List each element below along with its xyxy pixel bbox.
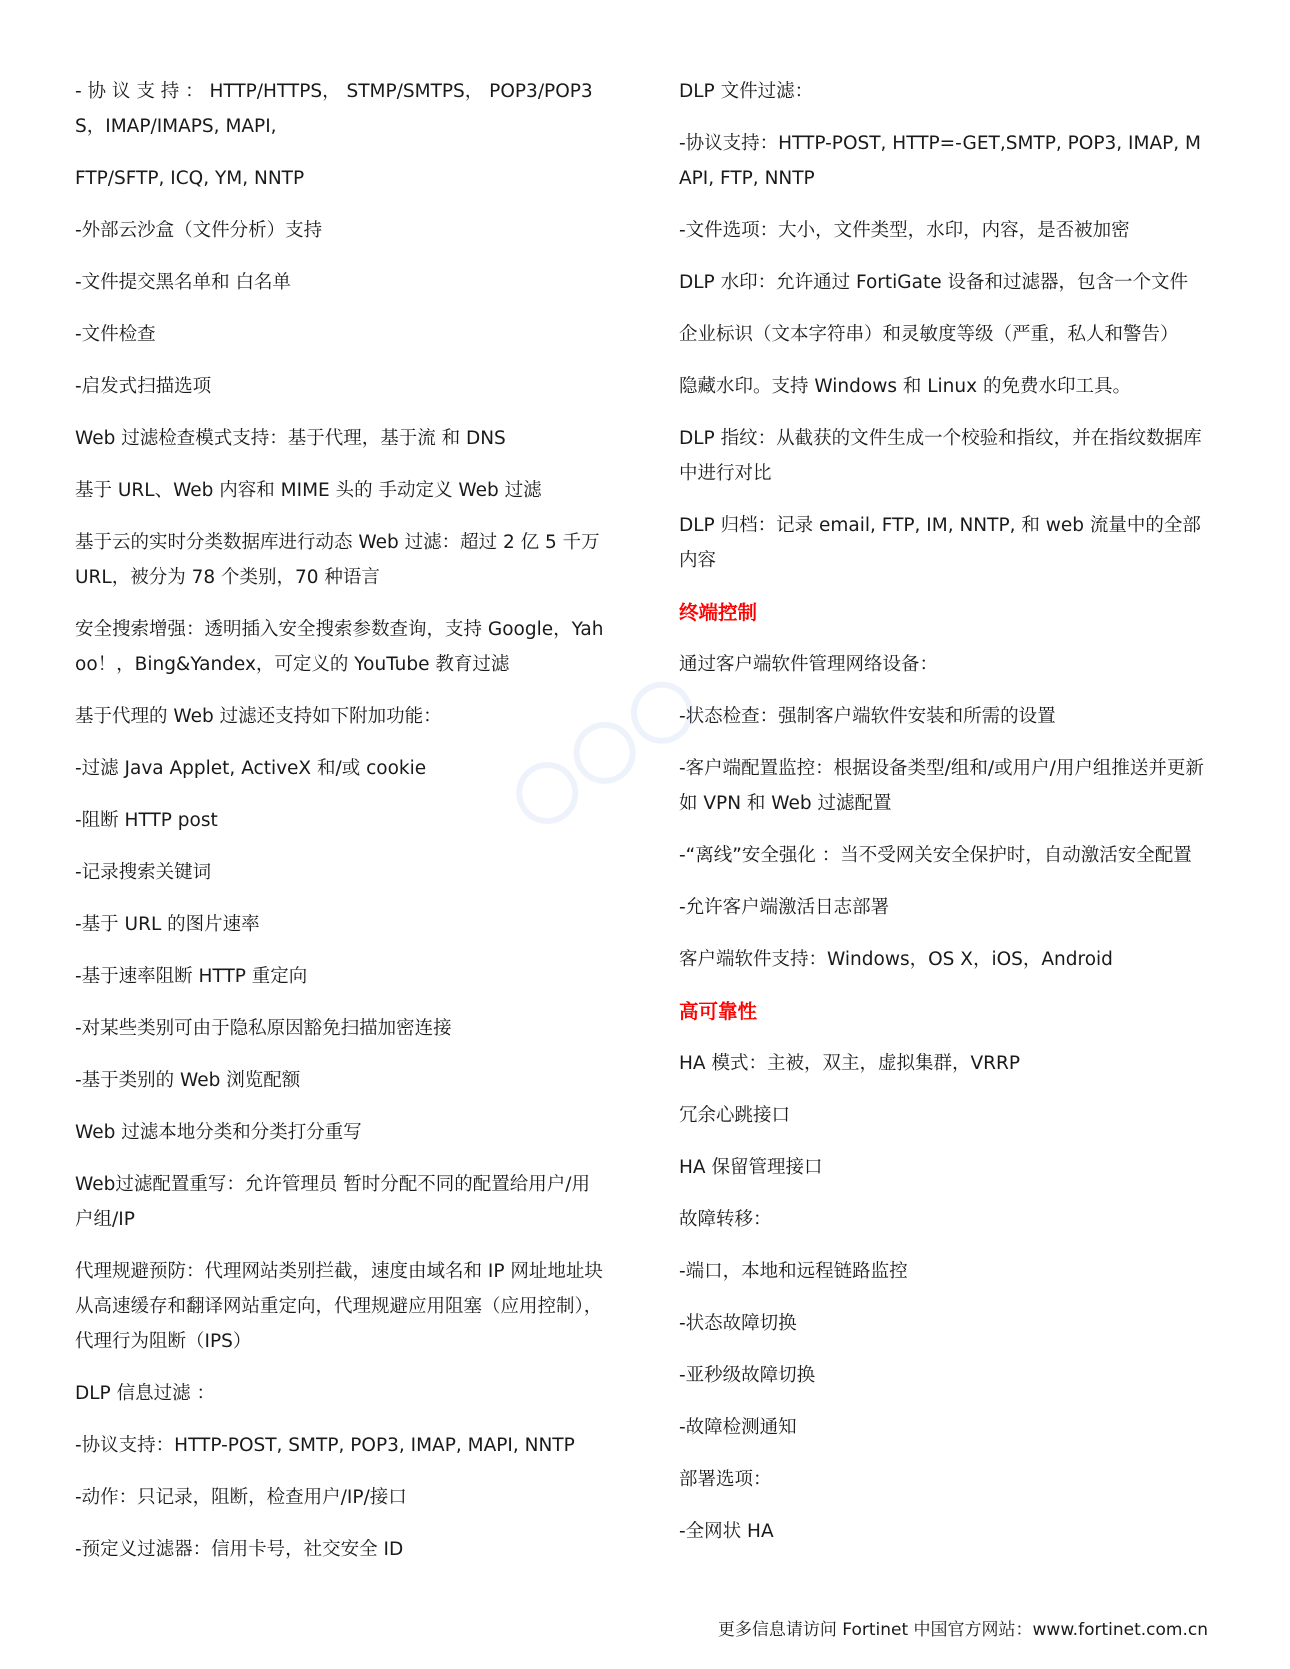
section-heading: 终端控制 [679,601,758,624]
paragraph: DLP 水印：允许通过 FortiGate 设备和过滤器，包含一个文件 [679,272,1188,293]
paragraph: -故障检测通知 [679,1417,797,1438]
paragraph: -亚秒级故障切换 [679,1365,816,1386]
paragraph: -预定义过滤器：信用卡号，社交安全 ID [75,1539,404,1560]
paragraph: -基于速率阻断 HTTP 重定向 [75,966,308,987]
paragraph: Web 过滤本地分类和分类打分重写 [75,1122,362,1143]
paragraph: DLP 指纹：从截获的文件生成一个校验和指纹，并在指纹数据库中进行对比 [679,428,1202,484]
paragraph: -基于类别的 Web 浏览配额 [75,1070,301,1091]
paragraph: 基于云的实时分类数据库进行动态 Web 过滤：超过 2 亿 5 千万 URL，被分为 78 个类别，70 种语言 [75,532,600,588]
paragraph: -协议支持：HTTP-POST, HTTP=-GET,SMTP, POP3, IMAP, MAPI, FTP, NNTP [679,133,1201,189]
paragraph: -客户端配置监控：根据设备类型/组和/或用户/用户组推送并更新如 VPN 和 Web 过滤配置 [679,758,1204,814]
paragraph: -文件选项：大小，文件类型，水印，内容，是否被加密 [679,220,1130,241]
paragraph: -记录搜索关键词 [75,862,212,883]
paragraph: 故障转移： [679,1209,772,1230]
paragraph: -外部云沙盒（文件分析）支持 [75,220,323,241]
paragraph: -基于 URL 的图片速率 [75,914,260,935]
paragraph: -允许客户端激活日志部署 [679,897,890,918]
left-column [75,74,607,1584]
right-column [679,74,1211,1566]
paragraph: FTP/SFTP, ICQ, YM, NNTP [75,168,305,189]
paragraph: -对某些类别可由于隐私原因豁免扫描加密连接 [75,1018,452,1039]
paragraph: -阻断 HTTP post [75,810,218,831]
paragraph: 基于 URL、Web 内容和 MIME 头的 手动定义 Web 过滤 [75,480,542,501]
paragraph: -状态检查：强制客户端软件安装和所需的设置 [679,706,1056,727]
paragraph: 代理规避预防：代理网站类别拦截，速度由域名和 IP 网址地址块从高速缓存和翻译网站重定向，代理规避应用阻塞（应用控制），代理行为阻断（IPS） [75,1261,603,1352]
paragraph: HA 模式：主被，双主，虚拟集群，VRRP [679,1053,1020,1074]
paragraph: 安全搜索增强：透明插入安全搜索参数查询，支持 Google，Yahoo！，Bing&Yandex，可定义的 YouTube 教育过滤 [75,619,604,675]
paragraph: 冗余心跳接口 [679,1105,791,1126]
paragraph: -动作：只记录，阻断，检查用户/IP/接口 [75,1487,407,1508]
paragraph: DLP 信息过滤 ： [75,1383,215,1404]
paragraph: Web 过滤检查模式支持：基于代理，基于流 和 DNS [75,428,506,449]
paragraph: DLP 文件过滤： [679,81,814,102]
paragraph: HA 保留管理接口 [679,1157,823,1178]
paragraph: 基于代理的 Web 过滤还支持如下附加功能： [75,706,442,727]
paragraph: -全网状 HA [679,1521,774,1542]
paragraph: -文件提交黑名单和 白名单 [75,272,292,293]
paragraph: 企业标识（文本字符串）和灵敏度等级（严重，私人和警告） [679,324,1179,345]
paragraph: -协议支持：HTTP-POST, SMTP, POP3, IMAP, MAPI, NNTP [75,1435,575,1456]
paragraph: 部署选项： [679,1469,772,1490]
paragraph: 通过客户端软件管理网络设备： [679,654,939,675]
section-heading: 高可靠性 [679,1000,758,1023]
paragraph: 隐藏水印。支持 Windows 和 Linux 的免费水印工具。 [679,376,1131,397]
paragraph: -过滤 Java Applet, ActiveX 和/或 cookie [75,758,427,779]
paragraph: DLP 归档：记录 email, FTP, IM, NNTP, 和 web 流量中的全部内容 [679,515,1201,571]
paragraph: -状态故障切换 [679,1313,797,1334]
paragraph: Web过滤配置重写：允许管理员 暂时分配不同的配置给用户/用户组/IP [75,1174,590,1230]
paragraph: - 协 议 支 持 ： HTTP/HTTPS， STMP/SMTPS， POP3/POP3S，IMAP/IMAPS, MAPI, [75,81,593,137]
paragraph: -“离线”安全强化 ：当不受网关安全保护时，自动激活安全配置 [679,845,1192,866]
paragraph: -启发式扫描选项 [75,376,212,397]
paragraph: -文件检查 [75,324,156,345]
page-footer: 更多信息请访问 Fortinet 中国官方网站：www.fortinet.com.cn [717,1620,1208,1640]
paragraph: 客户端软件支持：Windows，OS X，iOS，Android [679,949,1113,970]
paragraph: -端口，本地和远程链路监控 [679,1261,908,1282]
